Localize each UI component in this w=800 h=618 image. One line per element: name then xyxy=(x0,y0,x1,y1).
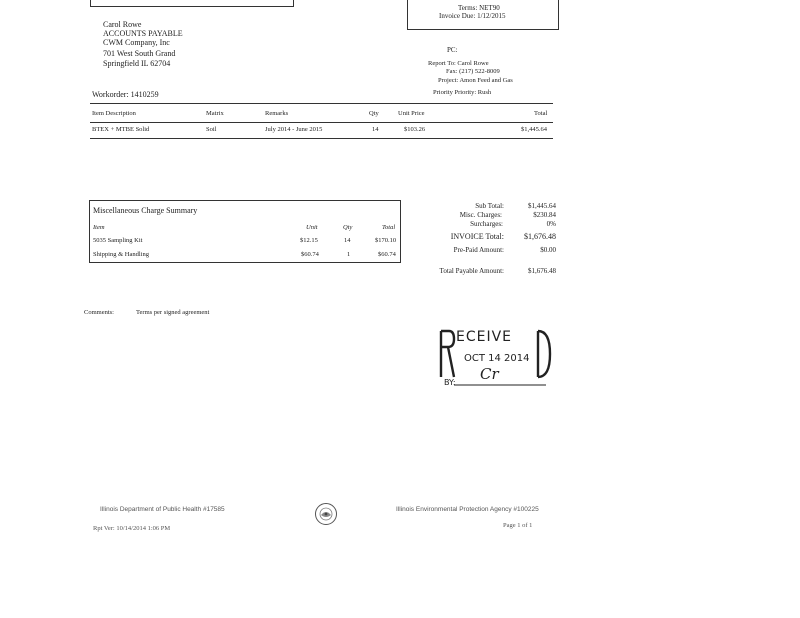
misc-item-name: 5035 Sampling Kit xyxy=(93,237,143,244)
bill-to-company: CWM Company, Inc xyxy=(103,38,170,47)
footer-left-cert: Illinois Department of Public Health #17585 xyxy=(100,506,225,513)
comments-label: Comments: xyxy=(84,309,114,316)
seal-icon xyxy=(314,502,338,526)
items-top-rule xyxy=(90,103,553,104)
surcharges-value: 0% xyxy=(546,220,556,228)
pc-label: PC: xyxy=(447,46,458,54)
fax: Fax: (217) 522-8009 xyxy=(446,68,500,75)
report-to: Report To: Carol Rowe xyxy=(428,60,489,67)
misc-header-qty: Qty xyxy=(343,224,353,231)
items-header-unit-price: Unit Price xyxy=(398,110,425,117)
misc-item-total: $60.74 xyxy=(378,251,396,258)
prepaid-label: Pre-Paid Amount: xyxy=(453,246,504,254)
misc-item-name: Shipping & Handling xyxy=(93,251,149,258)
bill-to-street: 701 West South Grand xyxy=(103,49,176,58)
sub-total-value: $1,445.64 xyxy=(528,202,556,210)
misc-item-qty: 1 xyxy=(347,251,351,258)
item-total: $1,445.64 xyxy=(521,126,547,133)
item-description: BTEX + MTBE Solid xyxy=(92,126,150,133)
comments-text: Terms per signed agreement xyxy=(136,309,210,316)
footer-page: Page 1 of 1 xyxy=(503,522,533,529)
misc-summary-title: Miscellaneous Charge Summary xyxy=(93,206,198,215)
misc-item-total: $170.10 xyxy=(375,237,397,244)
invoice-total-label: INVOICE Total: xyxy=(450,232,504,241)
misc-header-unit: Unit xyxy=(306,224,318,231)
total-payable-label: Total Payable Amount: xyxy=(439,267,504,275)
terms-text: Terms: NET90 xyxy=(458,4,500,12)
workorder: Workorder: 1410259 xyxy=(92,90,159,99)
bill-to-dept: ACCOUNTS PAYABLE xyxy=(103,29,183,38)
bill-to-city: Springfield IL 62704 xyxy=(103,59,171,68)
items-header-qty: Qty xyxy=(369,110,379,117)
items-header-total: Total xyxy=(534,110,548,117)
invoice-total-value: $1,676.48 xyxy=(524,232,556,241)
items-header-description: Item Description xyxy=(92,110,136,117)
invoice-due-text: Invoice Due: 1/12/2015 xyxy=(439,12,506,20)
misc-charges-label: Misc. Charges: xyxy=(459,211,502,219)
bill-to-name: Carol Rowe xyxy=(103,20,142,29)
items-header-rule xyxy=(90,122,553,123)
item-qty: 14 xyxy=(372,126,379,133)
received-stamp xyxy=(438,327,552,389)
misc-item-unit: $60.74 xyxy=(301,251,319,258)
item-remarks: July 2014 - June 2015 xyxy=(265,126,323,133)
prepaid-value: $0.00 xyxy=(540,246,556,254)
top-left-box-edge xyxy=(90,0,294,7)
total-payable-value: $1,676.48 xyxy=(528,267,556,275)
received-initials: Cr xyxy=(480,365,499,383)
footer-right-cert: Illinois Environmental Protection Agency #100225 xyxy=(396,506,539,513)
misc-item-qty: 14 xyxy=(344,237,351,244)
received-date: OCT 14 2014 xyxy=(464,353,530,364)
received-by-label: BY: xyxy=(444,378,456,387)
priority: Priority Priority: Rush xyxy=(433,89,492,96)
misc-item-unit: $12.15 xyxy=(300,237,318,244)
project: Project: Amon Feed and Gas xyxy=(438,77,513,84)
items-header-matrix: Matrix xyxy=(206,110,224,117)
sub-total-label: Sub Total: xyxy=(475,202,504,210)
received-word: ECEIVE xyxy=(456,329,513,345)
items-bottom-rule xyxy=(90,138,553,139)
item-unit-price: $103.26 xyxy=(404,126,426,133)
footer-rpt-ver: Rpt Ver: 10/14/2014 1:06 PM xyxy=(93,525,171,532)
misc-header-item: Item xyxy=(93,224,105,231)
surcharges-label: Surcharges: xyxy=(470,220,503,228)
items-header-remarks: Remarks xyxy=(265,110,289,117)
misc-header-total: Total xyxy=(382,224,396,231)
misc-charges-value: $230.84 xyxy=(533,211,556,219)
item-matrix: Soil xyxy=(206,126,217,133)
